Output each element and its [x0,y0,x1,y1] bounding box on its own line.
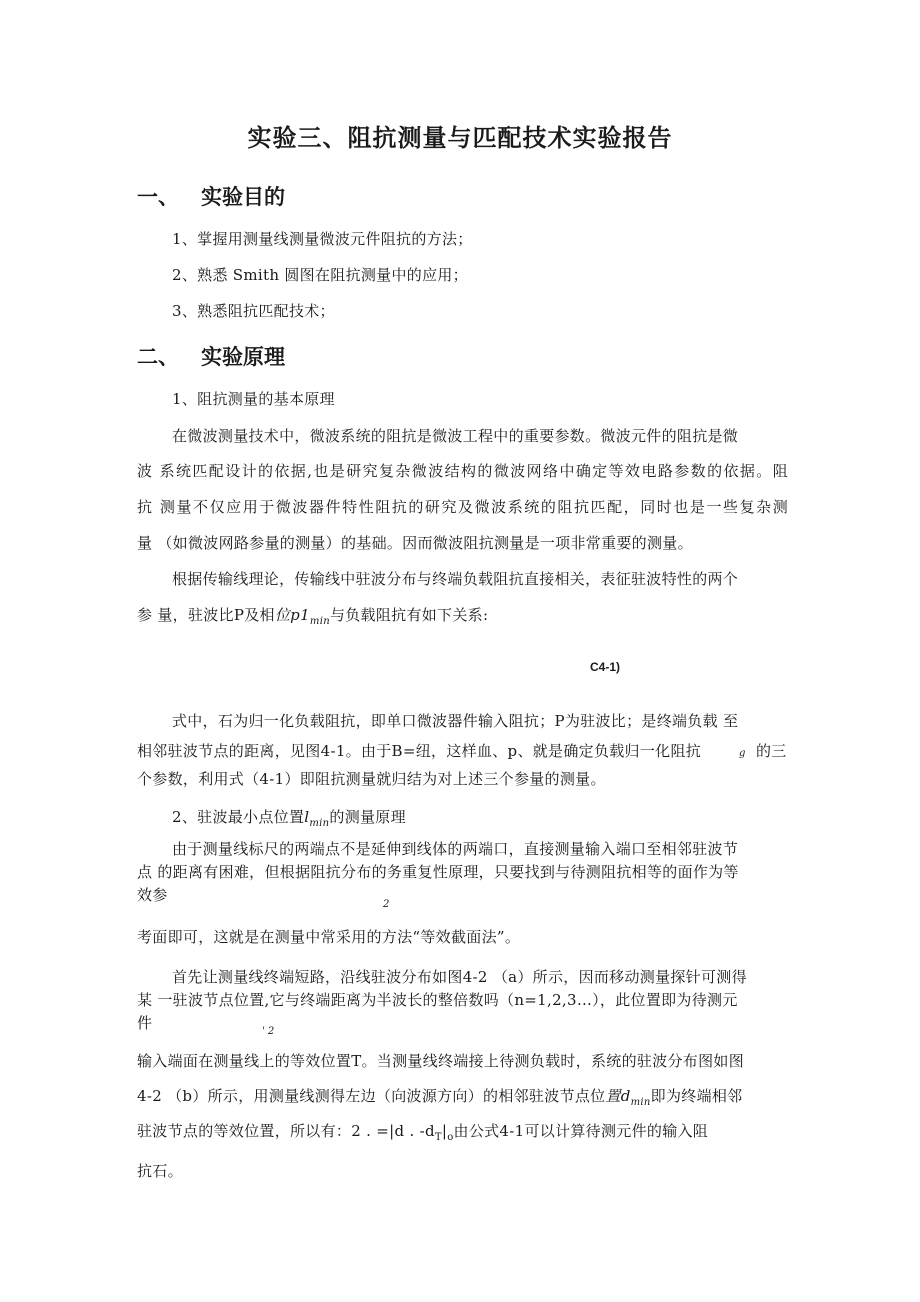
paragraph-line: 首先让测量线终端短路，沿线驻波分布如图4-2 （a）所示，因而移动测量探针可测得 [172,968,747,986]
paragraph-line: 抗 测量不仅应用于微波器件特性阻抗的研究及微波系统的阻抗匹配，同时也是一些复杂测 [137,498,788,516]
paragraph-line: 点 的距离有困难，但根据阻抗分布的务重复性原理，只要找到与待测阻抗相等的面作为等 [137,863,739,881]
subscript: min [630,1097,651,1108]
section1-heading: 实验目的 [201,184,285,209]
paragraph-line: 根据传输线理论，传输线中驻波分布与终端负载阻抗直接相关，表征驻波特性的两个 [172,570,739,588]
text-span: 的测量原理 [329,808,406,826]
paragraph-line-tail: 的三 [756,742,787,760]
text-span: 驻波节点的等效位置，所以有：2 [137,1122,362,1140]
formula-span: l [304,808,310,826]
text-span: 4-2 （b）所示，用测量线测得左边（向波源方向）的相邻驻波节点位 [137,1087,606,1105]
text-span: 参 量，驻波比P及相 [137,606,275,624]
subscript: T [434,1132,442,1143]
subheading-node-position [172,806,406,829]
text-span: 即为终端相邻 [650,1087,743,1105]
formula-span: 位p1 [274,606,310,624]
paragraph-line: 式中，石为归一化负载阻抗，即单口微波器件输入阻抗；P为驻波比；是终端负载 至 [172,712,739,730]
paragraph-line: 个参数，利用式（4-1）即阻抗测量就归结为对上述三个参量的测量。 [137,770,606,788]
paragraph-line: 抗石。 [137,1162,183,1180]
fraction-mark: ' 2 [262,1026,275,1037]
paragraph-line: 由于测量线标尺的两端点不是延伸到线体的两端口，直接测量输入端口至相邻驻波节 [172,840,739,858]
section2-number: 二、 [137,344,179,369]
fraction-mark: 2 [383,899,390,910]
formula-span: | [441,1122,448,1140]
formula-span: 置d [605,1087,631,1105]
paragraph-line: 件 [137,1014,153,1032]
subscript-g: g [739,748,746,759]
section2-heading: 实验原理 [201,344,285,369]
subscript: min [309,616,330,627]
paragraph-line: 效参 [137,886,168,904]
subheading-impedance-principle: 1、阻抗测量的基本原理 [172,390,335,408]
text-span: 2、驻波最小点位置 [172,808,305,826]
paragraph-line: 量 （如微波网路参量的测量）的基础。因而微波阻抗测量是一项非常重要的测量。 [137,534,693,552]
aim-item-1: 1、掌握用测量线测量微波元件阻抗的方法； [172,230,473,248]
text-span: 由公式4-1可以计算待测元件的输入阻 [453,1122,709,1140]
page-title: 实验三、阻抗测量与匹配技术实验报告 [247,123,673,152]
paragraph-line: 波 系统匹配设计的依据,也是研究复杂微波结构的微波网络中确定等效电路参数的依据。阻 [137,462,788,480]
subscript: min [309,818,330,829]
paragraph-line [137,1120,708,1143]
paragraph-line [137,1085,742,1108]
paragraph-line: 某 一驻波节点位置,它与终端距离为半波长的整倍数吗（n=1,2,3…），此位置即为待测元 [137,991,738,1009]
paragraph-line: 相邻驻波节点的距离，见图4-1。由于B=纽，这样血、p、就是确定负载归一化阻抗 [137,742,702,760]
paragraph-line: 考面即可，这就是在测量中常采用的方法“等效截面法”。 [137,928,521,946]
formula-span: . =|d . -d [361,1122,435,1140]
text-span: 与负载阻抗有如下关系: [329,606,489,624]
paragraph-line: 在微波测量技术中，微波系统的阻抗是微波工程中的重要参数。微波元件的阻抗是微 [172,427,739,445]
paragraph-line [137,604,488,627]
section1-number: 一、 [137,184,179,209]
aim-item-3: 3、熟悉阻抗匹配技术； [172,302,335,320]
paragraph-line: 输入端面在测量线上的等效位置T。当测量线终端接上待测负载时，系统的驻波分布图如图 [137,1052,745,1070]
subscript: o [447,1132,454,1143]
aim-item-2: 2、熟悉 Smith 圆图在阻抗测量中的应用； [172,266,468,284]
equation-label: C4-1) [590,660,621,674]
